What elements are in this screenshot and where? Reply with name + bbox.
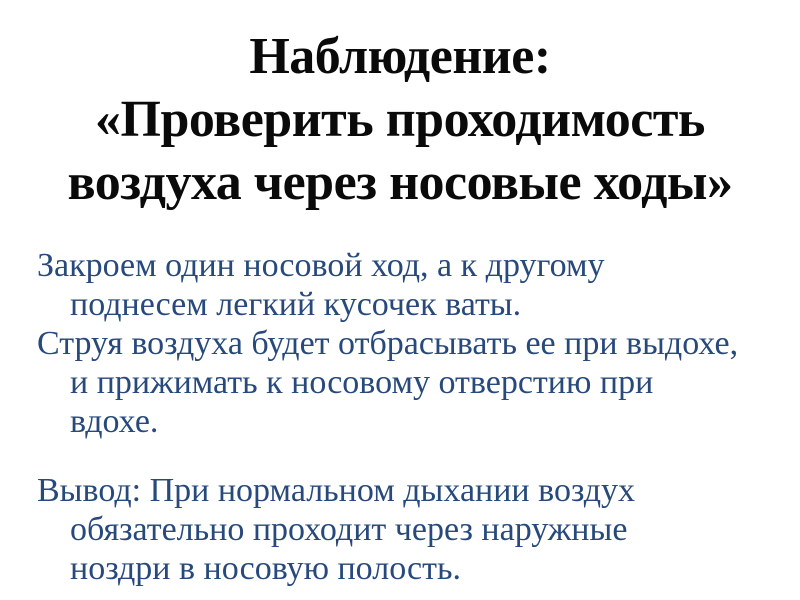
body-paragraph-1 [37,246,782,324]
slide-title-line-2: «Проверить проходимость [95,91,705,148]
slide-body [37,246,782,588]
slide-title [0,25,800,214]
body-text-line: Струя воздуха будет отбрасывать ее при выдохе, [37,325,739,362]
body-text-line: ноздри в носовую полость. [70,550,461,587]
body-text-line: Вывод: При нормальном дыхании воздух [37,472,636,509]
body-paragraph-3 [37,471,782,588]
slide-title-line-1: Наблюдение: [249,28,551,85]
body-text-line: вдохе. [70,403,159,440]
body-text-line: Закроем один носовой ход, а к другому [37,247,605,284]
slide-title-line-3: воздуха через носовые ходы» [67,154,733,211]
body-text-line: и прижимать к носовому отверстию при [70,364,654,401]
body-text-line: обязательно проходит через наружные [70,511,628,548]
paragraph-spacer [37,441,782,471]
body-text-line: поднесем легкий кусочек ваты. [70,286,522,323]
body-paragraph-2 [37,324,782,441]
